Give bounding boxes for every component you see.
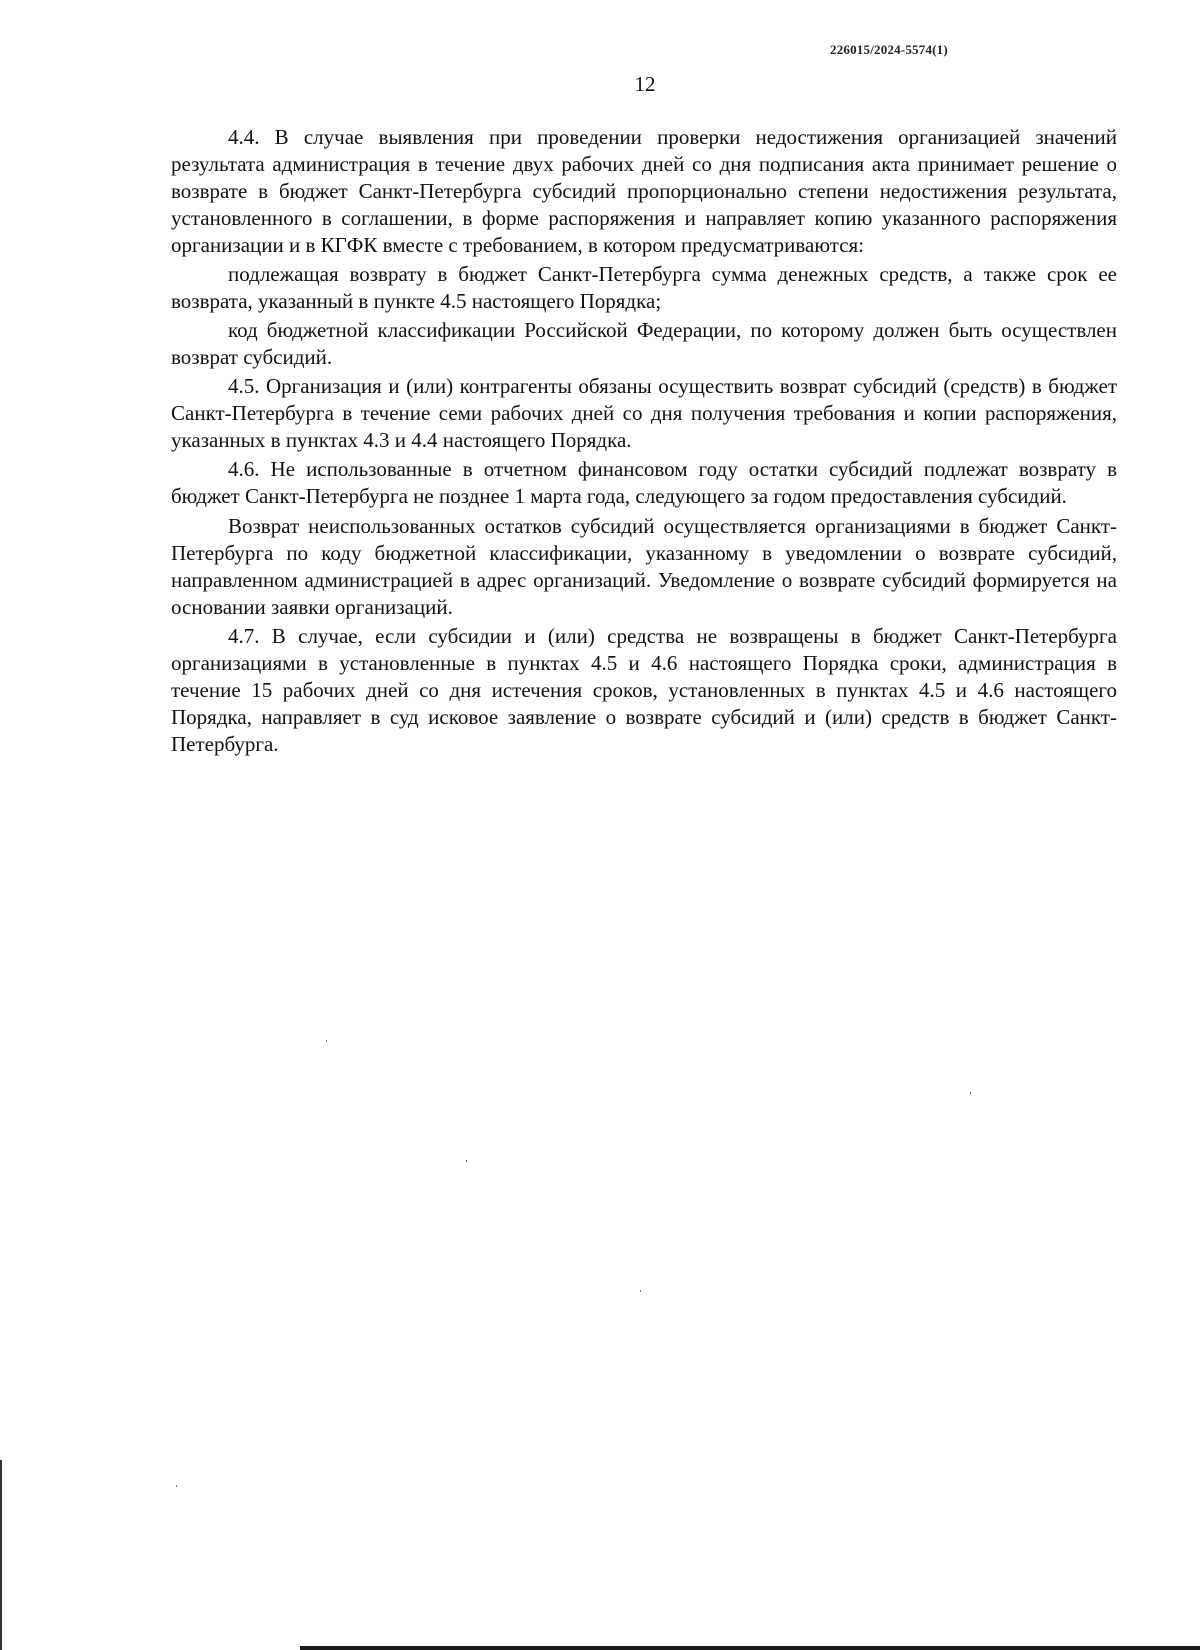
document-body xyxy=(171,124,1117,760)
scan-speck xyxy=(466,1160,467,1162)
paragraph-4-4-code: код бюджетной классификации Российской Федерации, по которому должен быть осуществлен возврат субсидий. xyxy=(171,318,1117,369)
scan-speck xyxy=(970,1092,971,1094)
paragraph-4-5: 4.5. Организация и (или) контрагенты обязаны осуществить возврат субсидий (средств) в бюджет Санкт-Петербурга в течение семи рабочих дней со дня получения требования и копии распоряжения, указанных в пунктах 4.3 и 4.4 настоящего Порядка. xyxy=(171,374,1117,452)
paragraph-4-7: 4.7. В случае, если субсидии и (или) средства не возвращены в бюджет Санкт-Петербурга организациями в установленные в пунктах 4.5 и 4.6 настоящего Порядка сроки, администрация в течение 15 рабочих дней со дня истечения сроков, установленных в пунктах 4.5 и 4.6 настоящего Порядка, направляет в суд исковое заявление о возврате субсидий и (или) средств в бюджет Санкт-Петербурга. xyxy=(171,624,1117,756)
scan-edge-bottom xyxy=(300,1646,1200,1650)
scan-edge-left xyxy=(0,1460,2,1650)
paragraph-4-6-return: Возврат неиспользованных остатков субсидий осуществляется организациями в бюджет Санкт-Петербурга по коду бюджетной классификации, указанному в уведомлении о возврате субсидий, направленном администрацией в адрес организаций. Уведомление о возврате субсидий формируется на основании заявки организаций. xyxy=(171,514,1117,619)
document-id: 226015/2024-5574(1) xyxy=(830,42,948,57)
scan-speck xyxy=(326,1040,327,1042)
scan-speck xyxy=(640,1290,641,1292)
paragraph-4-6: 4.6. Не использованные в отчетном финансовом году остатки субсидий подлежат возврату в бюджет Санкт-Петербурга не позднее 1 марта года, следующего за годом предоставления субсидий. xyxy=(171,457,1117,508)
paragraph-4-4-amount: подлежащая возврату в бюджет Санкт-Петербурга сумма денежных средств, а также срок ее возврата, указанный в пункте 4.5 настоящего Порядка; xyxy=(171,262,1117,313)
scan-speck xyxy=(176,1485,177,1487)
paragraph-4-4: 4.4. В случае выявления при проведении проверки недостижения организацией значений результата администрация в течение двух рабочих дней со дня подписания акта принимает решение о возврате в бюджет Санкт-Петербурга субсидий пропорционально степени недостижения результата, установленного в соглашении, в форме распоряжения и направляет копию указанного распоряжения организации и в КГФК вместе с требованием, в котором предусматриваются: xyxy=(171,125,1117,257)
page-number: 12 xyxy=(634,72,656,96)
